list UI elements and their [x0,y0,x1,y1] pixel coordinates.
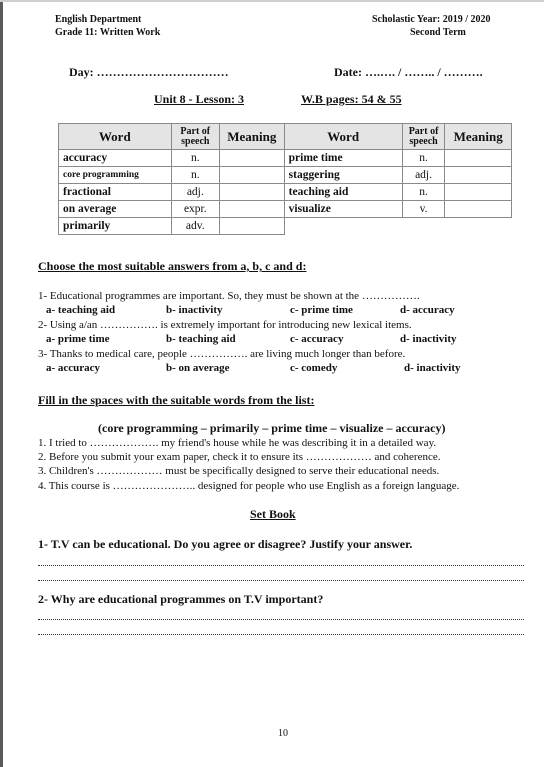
setbook-title: Set Book [250,507,296,521]
setbook-question-1: 1- T.V can be educational. Do you agree or disagree? Justify your answer. [38,537,413,551]
vocab-pos: adj. [171,184,219,201]
mcq-option[interactable]: d- inactivity [404,362,461,374]
mcq-question: 2- Using a/an ……………. is extremely important for introducing new lexical items. [38,319,412,331]
vocab-pos: n. [402,150,445,167]
mcq-option[interactable]: a- prime time [46,333,110,345]
mcq-question: 3- Thanks to medical care, people ……………. are living much longer than before. [38,348,406,360]
mcq-question: 1- Educational programmes are important. So, they must be shown at the ……………. [38,290,420,302]
vocab-word: primarily [59,218,172,235]
grade-label: Grade 11: Written Work [55,27,161,38]
vocab-pos: n. [402,184,445,201]
header-word: Word [284,124,402,150]
mcq-option[interactable]: d- inactivity [400,333,457,345]
fill-sentence: 4. This course is ………………….. designed for people who use English as a foreign language. [38,480,460,492]
answer-line[interactable] [38,619,524,620]
meaning-cell[interactable] [220,150,285,167]
term-label: Second Term [410,27,466,38]
mcq-option[interactable]: c- comedy [290,362,338,374]
vocab-word: accuracy [59,150,172,167]
meaning-cell[interactable] [445,201,512,218]
meaning-cell[interactable] [445,150,512,167]
page-edge-shadow [0,0,3,767]
answer-line[interactable] [38,634,524,635]
fill-sentence: 2. Before you submit your exam paper, check it to ensure its ……………… and coherence. [38,451,441,463]
mcq-option[interactable]: b- inactivity [166,304,223,316]
vocab-pos: n. [171,167,219,184]
department-label: English Department [55,14,142,25]
header-part-of-speech: Part of speech [171,124,219,150]
workbook-pages: W.B pages: 54 & 55 [301,92,402,106]
day-field: Day: …………………………… [69,65,229,79]
vocab-pos: adj. [402,167,445,184]
header-meaning: Meaning [220,124,285,150]
mcq-title: Choose the most suitable answers from a, b, c and d: [38,259,307,273]
mcq-option[interactable]: b- on average [166,362,230,374]
vocab-pos: adv. [171,218,219,235]
table-row [59,201,512,218]
vocab-word: fractional [59,184,172,201]
vocab-pos: v. [402,201,445,218]
answer-line[interactable] [38,580,524,581]
vocab-word: staggering [284,167,402,184]
mcq-option[interactable]: d- accuracy [400,304,455,316]
meaning-cell[interactable] [220,167,285,184]
vocab-pos: n. [171,150,219,167]
vocab-word: visualize [284,201,402,218]
mcq-option[interactable]: a- accuracy [46,362,101,374]
header-part-of-speech: Part of speech [402,124,445,150]
page-top-edge [0,0,544,2]
mcq-option[interactable]: c- prime time [290,304,353,316]
mcq-option[interactable]: b- teaching aid [166,333,236,345]
vocab-word: core programming [59,167,172,184]
page-number: 10 [278,728,288,739]
mcq-option[interactable]: c- accuracy [290,333,344,345]
mcq-option[interactable]: a- teaching aid [46,304,116,316]
header-meaning: Meaning [445,124,512,150]
word-list: (core programming – primarily – prime time – visualize – accuracy) [98,421,446,435]
meaning-cell[interactable] [445,167,512,184]
table-header-row [59,124,512,150]
meaning-cell[interactable] [220,201,285,218]
answer-line[interactable] [38,565,524,566]
vocab-word: on average [59,201,172,218]
table-row [59,184,512,201]
header-word: Word [59,124,172,150]
lesson-title: Unit 8 - Lesson: 3 [154,92,245,106]
vocabulary-table [58,123,512,235]
table-row [59,150,512,167]
table-row [59,167,512,184]
table-row [59,218,512,235]
vocab-pos: expr. [171,201,219,218]
setbook-question-2: 2- Why are educational programmes on T.V important? [38,592,324,606]
meaning-cell[interactable] [445,184,512,201]
scholastic-year-label: Scholastic Year: 2019 / 2020 [372,14,491,25]
fill-sentence: 1. I tried to ………………. my friend's house while he was describing it in a detailed way. [38,437,437,449]
date-field: Date: ….…. / …….. / ………. [334,65,483,79]
meaning-cell[interactable] [220,184,285,201]
fill-sentence: 3. Children's ……………… must be specifically designed to serve their educational needs. [38,465,440,477]
vocab-word: teaching aid [284,184,402,201]
vocab-word: prime time [284,150,402,167]
meaning-cell[interactable] [220,218,285,235]
fill-title: Fill in the spaces with the suitable words from the list: [38,393,315,407]
